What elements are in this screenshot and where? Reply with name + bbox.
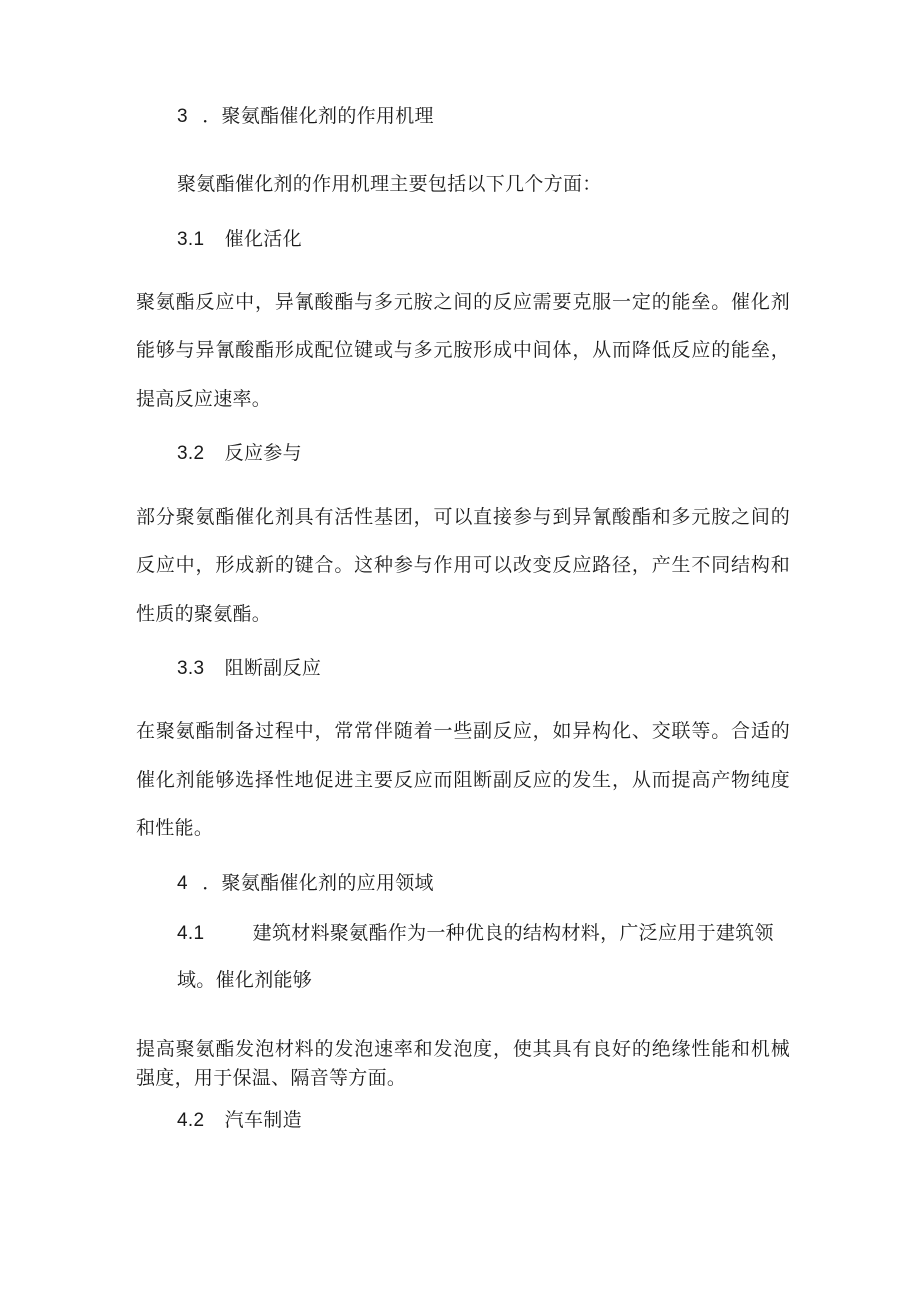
section-3-number: 3	[177, 106, 188, 127]
paragraph-3-1-line-2: 能够与异氰酸酯形成配位键或与多元胺形成中间体，从而降低反应的能垒，	[136, 339, 790, 361]
section-4-title: ．聚氨酯催化剂的应用领域	[202, 872, 434, 894]
subsection-3-2-number: 3.2	[177, 443, 205, 464]
section-3-intro: 聚氨酯催化剂的作用机理主要包括以下几个方面：	[177, 173, 602, 195]
paragraph-4-1-line-1: 提高聚氨酯发泡材料的发泡速率和发泡度，使其具有良好的绝缘性能和机械	[136, 1038, 790, 1060]
subsection-4-1-number: 4.1	[177, 923, 205, 944]
subsection-3-2-title: 反应参与	[224, 442, 302, 464]
paragraph-3-2-line-3: 性质的聚氨酯。	[136, 603, 272, 625]
subsection-3-3-number: 3.3	[177, 658, 205, 679]
subsection-4-1-title-line-1: 建筑材料聚氨酯作为一种优良的结构材料，广泛应用于建筑领	[252, 922, 774, 944]
paragraph-4-1-line-2: 强度，用于保温、隔音等方面。	[136, 1067, 407, 1089]
section-3-heading	[177, 103, 434, 130]
subsection-3-3-title: 阻断副反应	[224, 657, 322, 679]
paragraph-3-1-line-1: 聚氨酯反应中，异氰酸酯与多元胺之间的反应需要克服一定的能垒。催化剂	[136, 291, 790, 313]
subsection-3-1-number: 3.1	[177, 229, 205, 250]
subsection-3-1-heading	[177, 226, 302, 253]
paragraph-3-2-line-2: 反应中，形成新的键合。这种参与作用可以改变反应路径，产生不同结构和	[136, 554, 790, 576]
subsection-3-1-title: 催化活化	[224, 228, 302, 250]
paragraph-3-3-line-1: 在聚氨酯制备过程中，常常伴随着一些副反应，如异构化、交联等。合适的	[136, 720, 790, 742]
subsection-4-1-title-line-2: 域。催化剂能够	[177, 969, 313, 991]
paragraph-3-1-line-3: 提高反应速率。	[136, 388, 272, 410]
section-3-title: ．聚氨酯催化剂的作用机理	[202, 105, 434, 127]
subsection-3-2-heading	[177, 440, 302, 467]
subsection-4-2-heading	[177, 1107, 302, 1134]
subsection-4-2-number: 4.2	[177, 1110, 205, 1131]
paragraph-3-3-line-3: 和性能。	[136, 817, 214, 839]
section-4-heading	[177, 870, 434, 897]
paragraph-3-3-line-2: 催化剂能够选择性地促进主要反应而阻断副反应的发生，从而提高产物纯度	[136, 769, 790, 791]
subsection-4-2-title: 汽车制造	[224, 1109, 302, 1131]
subsection-4-1-heading	[177, 920, 774, 947]
section-4-number: 4	[177, 873, 188, 894]
paragraph-3-2-line-1: 部分聚氨酯催化剂具有活性基团，可以直接参与到异氰酸酯和多元胺之间的	[136, 506, 790, 528]
subsection-3-3-heading	[177, 655, 321, 682]
